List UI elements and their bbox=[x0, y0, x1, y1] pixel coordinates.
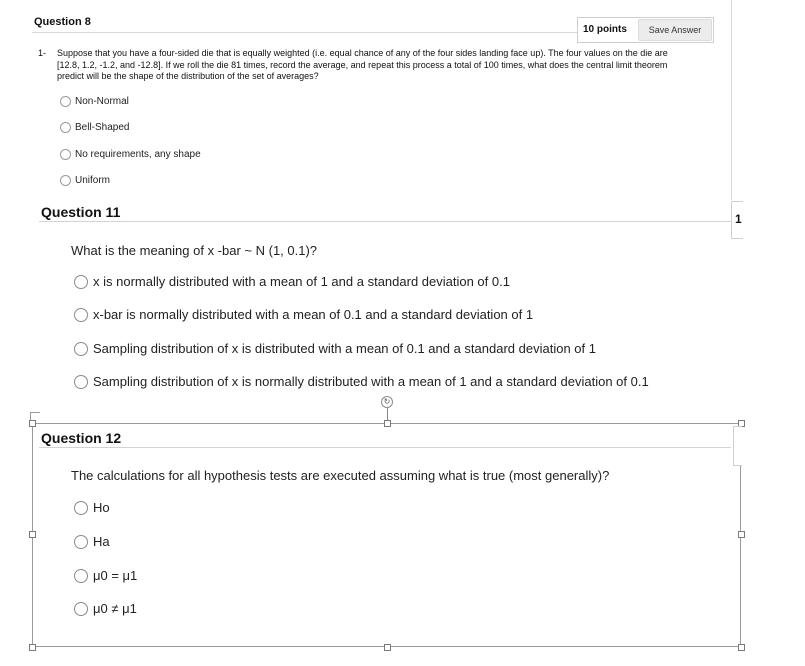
option-label: Uniform bbox=[75, 175, 111, 186]
question-11-option-3[interactable] bbox=[74, 341, 596, 356]
question-8-number: 1- bbox=[38, 48, 47, 58]
resize-handle-icon[interactable] bbox=[384, 644, 391, 651]
option-label: Bell-Shaped bbox=[75, 122, 130, 133]
option-label: No requirements, any shape bbox=[75, 149, 201, 160]
question-8-option-bell-shaped[interactable] bbox=[60, 122, 129, 133]
radio-unchecked-icon[interactable] bbox=[74, 375, 88, 389]
rotate-icon[interactable]: ↻ bbox=[381, 396, 393, 408]
question-12-divider bbox=[39, 447, 731, 448]
option-label: Sampling distribution of x is distributed with a mean of 0.1 and a standard deviation of 1 bbox=[93, 341, 596, 356]
question-8-option-non-normal[interactable] bbox=[60, 96, 129, 107]
question-8-divider bbox=[32, 32, 580, 33]
radio-unchecked-icon[interactable] bbox=[74, 535, 88, 549]
question-11-option-1[interactable] bbox=[74, 274, 510, 289]
radio-unchecked-icon[interactable] bbox=[60, 96, 71, 107]
question-11-divider bbox=[39, 221, 731, 222]
question-12-option-ha[interactable] bbox=[74, 534, 110, 549]
resize-handle-icon[interactable] bbox=[29, 644, 36, 651]
option-label: Ho bbox=[93, 500, 110, 515]
question-11-text: What is the meaning of x -bar ~ N (1, 0.1)? bbox=[71, 243, 318, 258]
question-11-option-4[interactable] bbox=[74, 374, 649, 389]
question-12-option-ho[interactable] bbox=[74, 500, 110, 515]
save-answer-button[interactable]: Save Answer bbox=[638, 19, 712, 41]
option-label: μ0 ≠ μ1 bbox=[93, 601, 137, 616]
points-label: 10 points bbox=[583, 24, 627, 35]
question-11-option-2[interactable] bbox=[74, 307, 533, 322]
resize-handle-icon[interactable] bbox=[738, 531, 745, 538]
side-tab-number: 1 bbox=[735, 212, 742, 226]
resize-handle-icon[interactable] bbox=[738, 644, 745, 651]
radio-unchecked-icon[interactable] bbox=[74, 342, 88, 356]
resize-handle-icon[interactable] bbox=[29, 531, 36, 538]
option-label: μ0 = μ1 bbox=[93, 568, 138, 583]
radio-unchecked-icon[interactable] bbox=[74, 275, 88, 289]
question-12-title: Question 12 bbox=[41, 430, 122, 446]
radio-unchecked-icon[interactable] bbox=[60, 175, 71, 186]
question-8-title: Question 8 bbox=[34, 16, 91, 28]
radio-unchecked-icon[interactable] bbox=[74, 501, 88, 515]
question-8-text: Suppose that you have a four-sided die that is equally weighted (i.e. equal chance of any of the four sides landing face up). The four values on the die are [12.8, 1.2, -1.2, and -12.8]. If we roll the die 81 times, record the average, and repeat this process a total of 100 times, what does the central limit theorem predict will be the shape of the distribution of the set of averages? bbox=[57, 48, 668, 81]
radio-unchecked-icon[interactable] bbox=[74, 569, 88, 583]
radio-unchecked-icon[interactable] bbox=[74, 602, 88, 616]
option-label: x-bar is normally distributed with a mean of 0.1 and a standard deviation of 1 bbox=[93, 307, 534, 322]
option-label: x is normally distributed with a mean of 1 and a standard deviation of 0.1 bbox=[93, 274, 510, 289]
question-12-text: The calculations for all hypothesis tests are executed assuming what is true (most generally)? bbox=[71, 468, 610, 483]
question-12-option-mu-equal[interactable] bbox=[74, 568, 137, 583]
resize-handle-icon[interactable] bbox=[384, 420, 391, 427]
question-12-option-mu-not-equal[interactable] bbox=[74, 601, 137, 616]
radio-unchecked-icon[interactable] bbox=[60, 122, 71, 133]
question-11-title: Question 11 bbox=[41, 204, 121, 220]
radio-unchecked-icon[interactable] bbox=[74, 308, 88, 322]
selection-frame[interactable] bbox=[32, 423, 741, 647]
question-8-option-uniform[interactable] bbox=[60, 175, 110, 186]
option-label: Non-Normal bbox=[75, 96, 129, 107]
page-edge-line bbox=[731, 0, 732, 200]
radio-unchecked-icon[interactable] bbox=[60, 149, 71, 160]
question-8-option-any-shape[interactable] bbox=[60, 149, 201, 160]
resize-handle-icon[interactable] bbox=[29, 420, 36, 427]
side-tab[interactable] bbox=[733, 426, 742, 466]
rotate-handle-stem bbox=[387, 407, 388, 421]
option-label: Sampling distribution of x is normally distributed with a mean of 1 and a standard deviation of 0.1 bbox=[93, 374, 649, 389]
option-label: Ha bbox=[93, 534, 110, 549]
